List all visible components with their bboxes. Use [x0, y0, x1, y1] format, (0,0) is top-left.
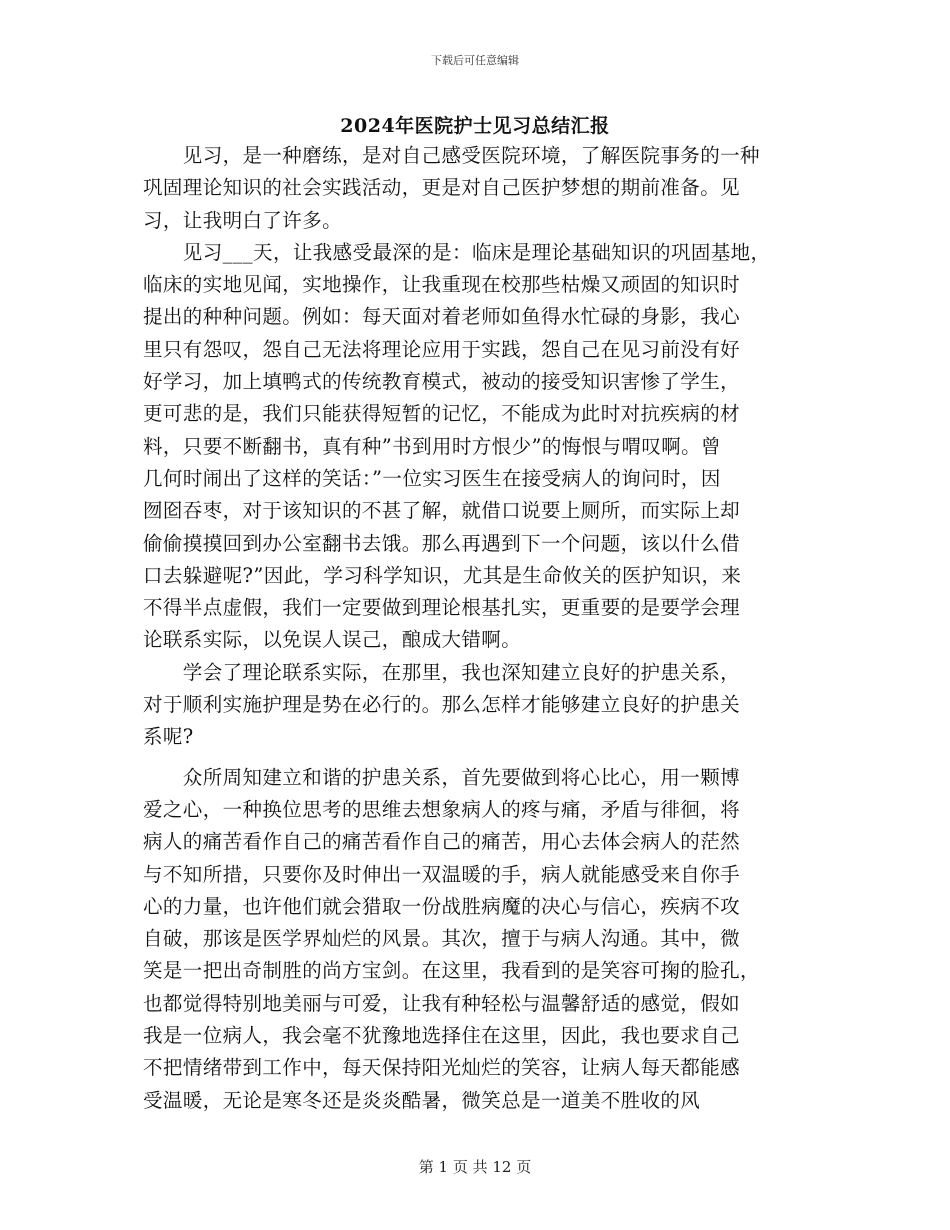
body-line: 与不知所措，只要你及时伸出一双温暖的手，病人就能感受来自你手 [143, 862, 741, 886]
body-line: 不把情绪带到工作中，每天保持阳光灿烂的笑容，让病人每天都能感 [143, 1056, 741, 1080]
body-line: 学会了理论联系实际，在那里，我也深知建立良好的护患关系， [143, 660, 741, 684]
body-line: 好学习，加上填鸭式的传统教育模式，被动的接受知识害惨了学生， [143, 370, 741, 394]
body-line: 见习，是一种磨练，是对自己感受医院环境，了解医院事务的一种 [143, 144, 760, 167]
body-line: 不得半点虚假，我们一定要做到理论根基扎实，更重要的是要学会理 [143, 596, 741, 620]
body-line: 见习___天，让我感受最深的是：临床是理论基础知识的巩固基地， [143, 240, 771, 264]
body-line: 料，只要不断翻书，真有种”书到用时方恨少”的悔恨与喟叹啊。曾 [143, 434, 721, 458]
body-line: 偷偷摸摸回到办公室翻书去饿。那么再遇到下一个问题，该以什么借 [143, 531, 741, 555]
body-line: 我是一位病人，我会毫不犹豫地选择住在这里，因此，我也要求自己 [143, 1024, 741, 1048]
body-line: 更可悲的是，我们只能获得短暂的记忆，不能成为此时对抗疾病的材 [143, 402, 741, 426]
body-line: 心的力量，也许他们就会猎取一份战胜病魔的决心与信心，疾病不攻 [143, 894, 741, 918]
body-line: 论联系实际，以免误人误己，酿成大错啊。 [143, 628, 522, 652]
body-line: 对于顺利实施护理是势在必行的。那么怎样才能够建立良好的护患关 [143, 693, 741, 717]
page-number-footer: 第 1 页 共 12 页 [418, 1158, 532, 1176]
body-line: 众所周知建立和谐的护患关系，首先要做到将心比心，用一颗博 [143, 765, 741, 789]
body-line: 口去躲避呢?”因此，学习科学知识，尤其是生命攸关的医护知识，来 [143, 563, 742, 587]
body-line: 几何时闹出了这样的笑话：”一位实习医生在接受病人的询问时，因 [143, 466, 721, 490]
body-line: 提出的种种问题。例如：每天面对着老师如鱼得水忙碌的身影，我心 [143, 305, 741, 329]
body-line: 也都觉得特别地美丽与可爱，让我有种轻松与温馨舒适的感觉，假如 [143, 991, 741, 1015]
page-header-note: 下载后可任意编辑 [431, 54, 519, 67]
body-line: 习，让我明白了许多。 [143, 208, 343, 232]
body-line: 系呢? [143, 725, 194, 749]
body-line: 临床的实地见闻，实地操作，让我重现在校那些枯燥又顽固的知识时 [143, 273, 741, 297]
body-line: 自破，那该是医学界灿烂的风景。其次，擅于与病人沟通。其中，微 [143, 927, 741, 951]
paragraph-gap [143, 754, 823, 762]
body-line: 巩固理论知识的社会实践活动，更是对自己医护梦想的期前准备。见 [143, 176, 741, 200]
body-line: 病人的痛苦看作自己的痛苦看作自己的痛苦，用心去体会病人的茫然 [143, 830, 741, 854]
body-line: 受温暖，无论是寒冬还是炎炎酷暑，微笑总是一道美不胜收的风 [143, 1088, 701, 1112]
body-line: 爱之心，一种换位思考的思维去想象病人的疼与痛，矛盾与徘徊，将 [143, 797, 741, 821]
body-line: 囫囵吞枣，对于该知识的不甚了解，就借口说要上厕所，而实际上却 [143, 499, 741, 523]
body-line: 笑是一把出奇制胜的尚方宝剑。在这里，我看到的是笑容可掬的脸孔， [143, 959, 760, 983]
body-line: 里只有怨叹，怨自己无法将理论应用于实践，怨自己在见习前没有好 [143, 337, 741, 361]
document-body [143, 140, 823, 1117]
document-title: 2024年医院护士见习总结汇报 [340, 115, 610, 137]
